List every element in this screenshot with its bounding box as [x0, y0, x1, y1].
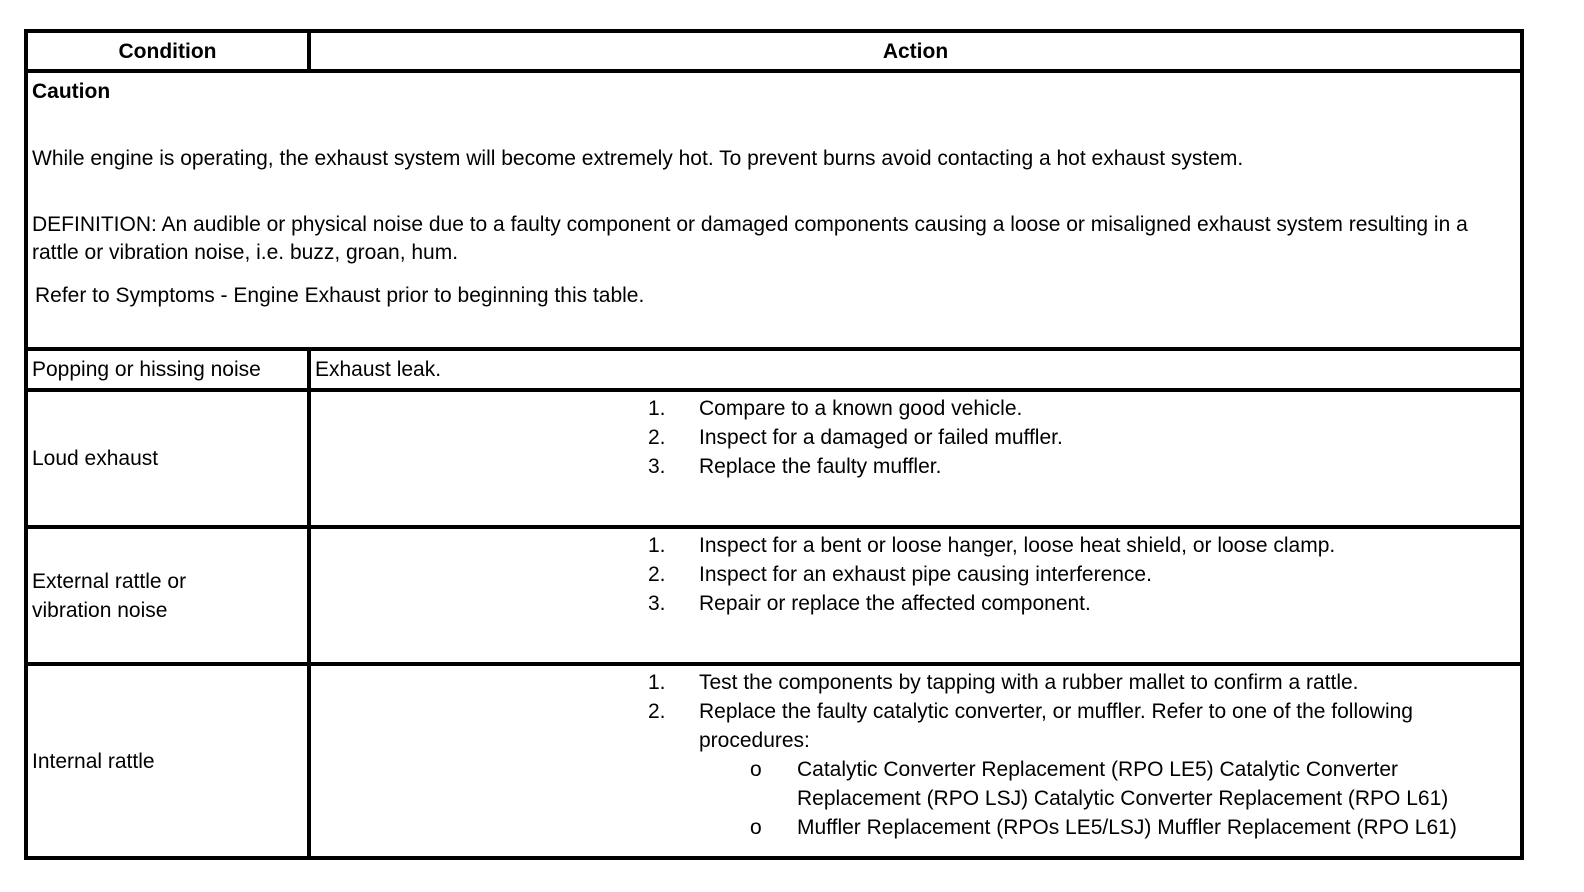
step-number: 3.: [648, 592, 666, 615]
action-cell: [309, 527, 1522, 664]
condition-cell: [26, 390, 309, 527]
condition-text: Internal rattle: [32, 749, 155, 773]
caution-text: While engine is operating, the exhaust system will become extremely hot. To prevent burns avoid contacting a hot exhaust system.: [32, 147, 1244, 170]
bullet-marker: o: [750, 816, 762, 839]
step-number: 2.: [648, 563, 666, 586]
steps-list: [315, 394, 1516, 481]
procedure-list: [699, 755, 1516, 842]
steps-list: [315, 668, 1516, 842]
step-number: 1.: [648, 534, 666, 557]
refer-text: Refer to Symptoms - Engine Exhaust prior to beginning this table.: [35, 284, 645, 307]
step-text: Repair or replace the affected component.: [699, 592, 1091, 615]
step-number: 2.: [648, 700, 666, 723]
step-item: [315, 394, 1516, 423]
condition-text: Loud exhaust: [32, 447, 159, 470]
action-cell: [309, 390, 1522, 527]
table-row: [26, 390, 1522, 527]
procedure-item: [699, 755, 1516, 813]
header-row: [26, 31, 1522, 71]
condition-cell: [26, 664, 309, 858]
step-text: Inspect for a bent or loose hanger, loose heat shield, or loose clamp.: [699, 534, 1336, 557]
condition-header: Condition: [26, 31, 309, 71]
diagnostic-table: [24, 29, 1524, 860]
action-cell: [309, 664, 1522, 858]
condition-text: External rattle or vibration noise: [32, 569, 187, 622]
step-number: 2.: [648, 426, 666, 449]
step-text: Replace the faulty catalytic converter, or muffler. Refer to one of the following procedures:: [699, 700, 1413, 752]
action-header: Action: [309, 31, 1522, 71]
procedure-link[interactable]: Muffler Replacement (RPOs LE5/LSJ) Muffler Replacement (RPO L61): [797, 816, 1457, 839]
step-item: [315, 668, 1516, 697]
step-text: Inspect for an exhaust pipe causing interference.: [699, 563, 1152, 586]
step-item: [315, 697, 1516, 842]
step-item: [315, 560, 1516, 589]
procedure-item: [699, 813, 1516, 842]
step-number: 1.: [648, 397, 666, 420]
step-number: 3.: [648, 455, 666, 478]
condition-cell: [26, 527, 309, 664]
action-cell: Exhaust leak.: [309, 349, 1522, 390]
steps-list: [315, 531, 1516, 618]
caution-cell: [26, 71, 1522, 349]
step-item: [315, 423, 1516, 452]
table-row: [26, 664, 1522, 858]
step-item: [315, 452, 1516, 481]
caution-row: [26, 71, 1522, 349]
bullet-marker: o: [750, 758, 762, 781]
caution-title: Caution: [32, 80, 111, 103]
step-text: Test the components by tapping with a rubber mallet to confirm a rattle.: [699, 671, 1359, 694]
condition-cell: Popping or hissing noise: [26, 349, 309, 390]
step-number: 1.: [648, 671, 666, 694]
definition-text: DEFINITION: An audible or physical noise due to a faulty component or damaged components causing a loose or misaligned exhaust system resulting in a rattle or vibration noise, i.e. buzz, groan, hum.: [32, 213, 1468, 264]
table-row: [26, 349, 1522, 390]
step-item: [315, 531, 1516, 560]
step-text: Replace the faulty muffler.: [699, 455, 942, 478]
procedure-link[interactable]: Catalytic Converter Replacement (RPO LE5) Catalytic Converter Replacement (RPO LSJ) Catalytic Converter Replacement (RPO L61): [797, 758, 1449, 810]
step-text: Compare to a known good vehicle.: [699, 397, 1023, 420]
table-row: [26, 527, 1522, 664]
step-item: [315, 589, 1516, 618]
step-text: Inspect for a damaged or failed muffler.: [699, 426, 1063, 449]
